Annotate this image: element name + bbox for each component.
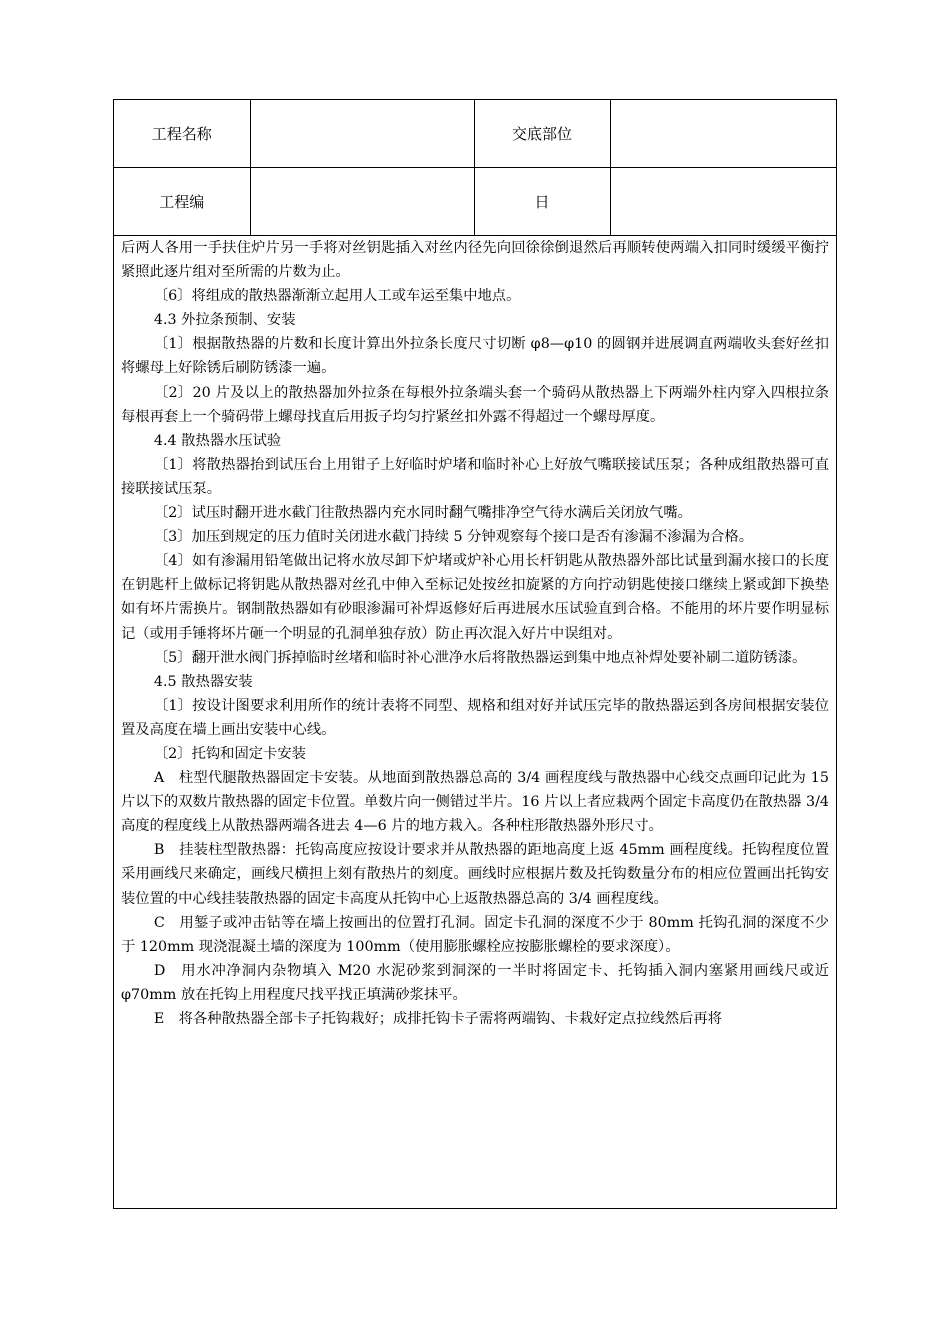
paragraph: A 柱型代腿散热器固定卡安装。从地面到散热器总高的 3/4 画程度线与散热器中心线交点画印记此为 15 片以下的双数片散热器的固定卡位置。单数片向一侧错过半片。16 片以上者应栽两个固定卡高度仍在散热器 3/4 高度的程度线上从散热器两端各进去 4—6 片的地方栽入。各种柱形散热器外形尺寸。: [121, 770, 829, 835]
paragraph: D 用水冲净洞内杂物填入 M20 水泥砂浆到洞深的一半时将固定卡、托钩插入洞内塞紧用画线尺或近 φ70mm 放在托钩上用程度尺找平找正填满砂浆抹平。: [121, 962, 829, 1003]
project-no-value: [250, 168, 474, 236]
paragraph: 〔1〕根据散热器的片数和长度计算出外拉条长度尺寸切断 φ8—φ10 的圆钢并进展调直两端收头套好丝扣将螺母上好除锈后刷防锈漆一遍。: [121, 336, 829, 377]
paragraph: 4.5 散热器安装: [153, 673, 253, 690]
paragraph: 4.4 散热器水压试验: [153, 432, 282, 449]
paragraph: 后两人各用一手扶住炉片另一手将对丝钥匙插入对丝内径先向回徐徐倒退然后再顺转使两端入扣同时缓缓平衡拧紧照此逐片组对至所需的片数为止。: [121, 240, 829, 281]
paragraph: 〔4〕如有渗漏用铅笔做出记将水放尽卸下炉堵或炉补心用长杆钥匙从散热器外部比试量到漏水接口的长度在钥匙杆上做标记将钥匙从散热器对丝孔中伸入至标记处按丝扣旋紧的方向拧动钥匙使接口继续上紧或卸下换垫如有坏片需换片。钢制散热器如有砂眼渗漏可补焊返修好后再进展水压试验直到合格。不能用的坏片要作明显标记（或用手锤将坏片砸一个明显的孔洞单独存放）防止再次混入好片中误组对。: [121, 553, 829, 642]
paragraph: 4.3 外拉条预制、安装: [153, 312, 296, 329]
paragraph: B 挂装柱型散热器：托钩高度应按设计要求并从散热器的距地高度上返 45mm 画程度线。托钩程度位置采用画线尺来确定，画线尺横担上刻有散热片的刻度。画线时应根据片数及托钩数量分布的相应位置画出托钩安装位置的中心线挂装散热器的固定卡高度从托钩中心上返散热器总高的 3/4 画程度线。: [121, 842, 829, 907]
paragraph: 〔3〕加压到规定的压力值时关闭进水截门持续 5 分钟观察每个接口是否有渗漏不渗漏为合格。: [153, 529, 754, 546]
paragraph: 〔2〕托钩和固定卡安装: [153, 745, 306, 762]
project-no-label: 工程编: [114, 168, 250, 236]
document-frame: [113, 99, 837, 1209]
header-table: [114, 100, 836, 236]
paragraph: 〔6〕将组成的散热器渐渐立起用人工或车运至集中地点。: [153, 288, 521, 305]
paragraph: 〔1〕将散热器抬到试压台上用钳子上好临时炉堵和临时补心上好放气嘴联接试压泵；各种成组散热器可直接联接试压泵。: [121, 456, 829, 497]
project-name-label: 工程名称: [114, 100, 250, 168]
part-value: [610, 100, 836, 168]
paragraph: 〔1〕按设计图要求利用所作的统计表将不同型、规格和组对好并试压完毕的散热器运到各房间根据安装位置及高度在墙上画出安装中心线。: [121, 697, 829, 738]
paragraph: 〔2〕20 片及以上的散热器加外拉条在每根外拉条端头套一个骑码从散热器上下两端外柱内穿入四根拉条每根再套上一个骑码带上螺母找直后用扳子均匀拧紧丝扣外露不得超过一个螺母厚度。: [121, 384, 829, 425]
project-name-value: [250, 100, 474, 168]
paragraph: 〔5〕翻开泄水阀门拆掉临时丝堵和临时补心泄净水后将散热器运到集中地点补焊处要补刷二道防锈漆。: [153, 649, 807, 666]
paragraph: E 将各种散热器全部卡子托钩栽好；成排托钩卡子需将两端钩、卡栽好定点拉线然后再将: [153, 1011, 722, 1027]
paragraph: C 用錾子或冲击钻等在墙上按画出的位置打孔洞。固定卡孔洞的深度不少于 80mm 托钩孔洞的深度不少于 120mm 现浇混凝土墙的深度为 100mm（使用膨胀螺栓应按膨胀螺栓的要求深度）。: [121, 914, 829, 955]
paragraph: 〔2〕试压时翻开进水截门往散热器内充水同时翻气嘴排净空气待水满后关闭放气嘴。: [153, 505, 692, 522]
part-label: 交底部位: [474, 100, 610, 168]
body-text: [121, 236, 829, 1031]
date-label: 日: [474, 168, 610, 236]
date-value: [610, 168, 836, 236]
